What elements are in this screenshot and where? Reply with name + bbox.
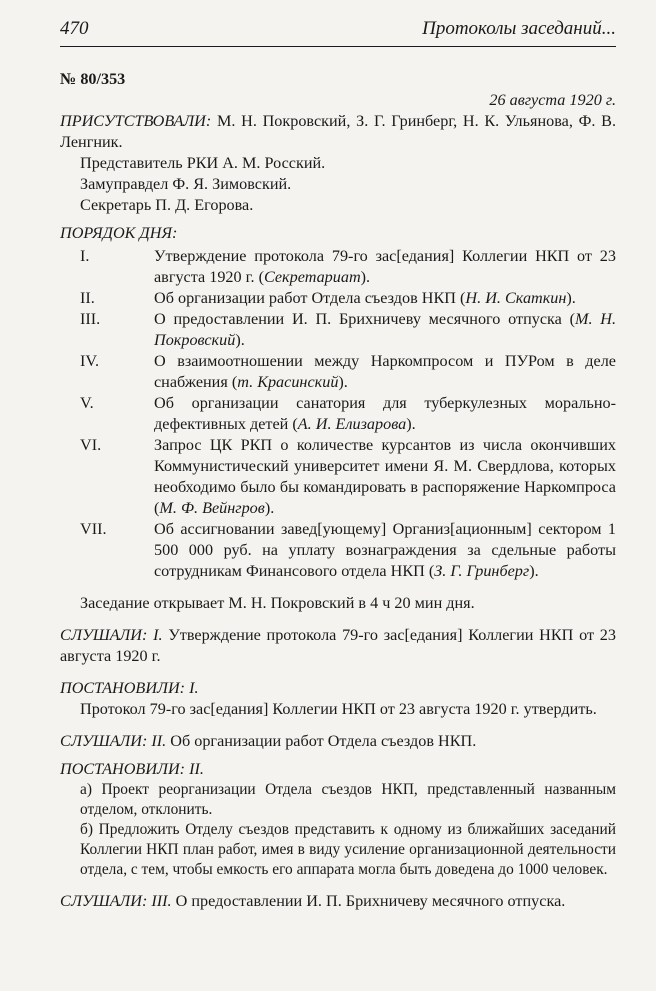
agenda-item: IV. О взаимоотношении между Наркомпросом и ПУРом в деле снабжения (т. Красинский).	[80, 352, 616, 391]
resolved-1-label: ПОСТАНОВИЛИ: I.	[60, 679, 199, 697]
heard-3: СЛУШАЛИ: III. О предоставлении И. П. Брихничеву месячного отпуска.	[60, 892, 566, 910]
resolved-2-b: б) Предложить Отделу съездов представить к одному из ближайших заседаний Коллегии НКП план работ, имея в виду усиление организационной деятельности отдела, с тем, чтобы емкость его аппарата могла быть доведена до 1000 человек.	[80, 821, 616, 878]
resolved-2-label: ПОСТАНОВИЛИ: II.	[60, 760, 204, 778]
agenda-item: VII. Об ассигновании завед[ующему] Организ[ационным] сектором 1 500 000 руб. на уплату вознаграждения за сдельные работы сотрудникам Финансового отдела НКП (З. Г. Гринберг).	[80, 520, 616, 580]
agenda-list	[60, 246, 616, 582]
agenda-item: VI. Запрос ЦК РКП о количестве курсантов из числа окончивших Коммунистический университет имени Я. М. Свердлова, которых необходимо было бы командировать в распоряжение Наркомпроса (М. Ф. Вейнгров).	[80, 436, 616, 517]
resolved-1-text: Протокол 79-го зас[едания] Коллегии НКП от 23 августа 1920 г. утвердить.	[80, 700, 597, 718]
agenda-item: II. Об организации работ Отдела съездов НКП (Н. И. Скаткин).	[80, 289, 576, 307]
page-header	[60, 18, 616, 47]
agenda-item: III. О предоставлении И. П. Брихничеву месячного отпуска (М. Н. Покровский).	[80, 310, 616, 349]
heard-1: СЛУШАЛИ: I. Утверждение протокола 79-го зас[едания] Коллегии НКП от 23 августа 1920 г.	[60, 626, 616, 665]
agenda-label: ПОРЯДОК ДНЯ:	[60, 224, 178, 242]
attendance-deputy: Замуправдел Ф. Я. Зимовский.	[80, 175, 292, 193]
heard-2: СЛУШАЛИ: II. Об организации работ Отдела съездов НКП.	[60, 732, 477, 750]
protocol-body	[60, 69, 616, 912]
agenda-item: I. Утверждение протокола 79-го зас[едания] Коллегии НКП от 23 августа 1920 г. (Секретариат).	[80, 247, 616, 286]
attendance-members: ПРИСУТСТВОВАЛИ: М. Н. Покровский, З. Г. Гринберг, Н. К. Ульянова, Ф. В. Ленгник.	[60, 112, 616, 151]
meeting-opening: Заседание открывает М. Н. Покровский в 4 ч 20 мин дня.	[80, 594, 475, 612]
document-date: 26 августа 1920 г.	[489, 91, 616, 109]
attendance-rki: Представитель РКИ А. М. Росский.	[80, 154, 326, 172]
page-number: 470	[60, 18, 89, 39]
resolved-2-a: а) Проект реорганизации Отдела съездов НКП, представленный названным отделом, отклонить.	[80, 781, 616, 818]
running-title: Протоколы заседаний...	[422, 18, 616, 39]
attendance-secretary: Секретарь П. Д. Егорова.	[80, 196, 254, 214]
document-number: № 80/353	[60, 70, 126, 88]
agenda-item: V. Об организации санатория для туберкулезных морально-дефективных детей (А. И. Елизарова).	[80, 394, 616, 433]
attendance-label: ПРИСУТСТВОВАЛИ:	[60, 112, 212, 130]
